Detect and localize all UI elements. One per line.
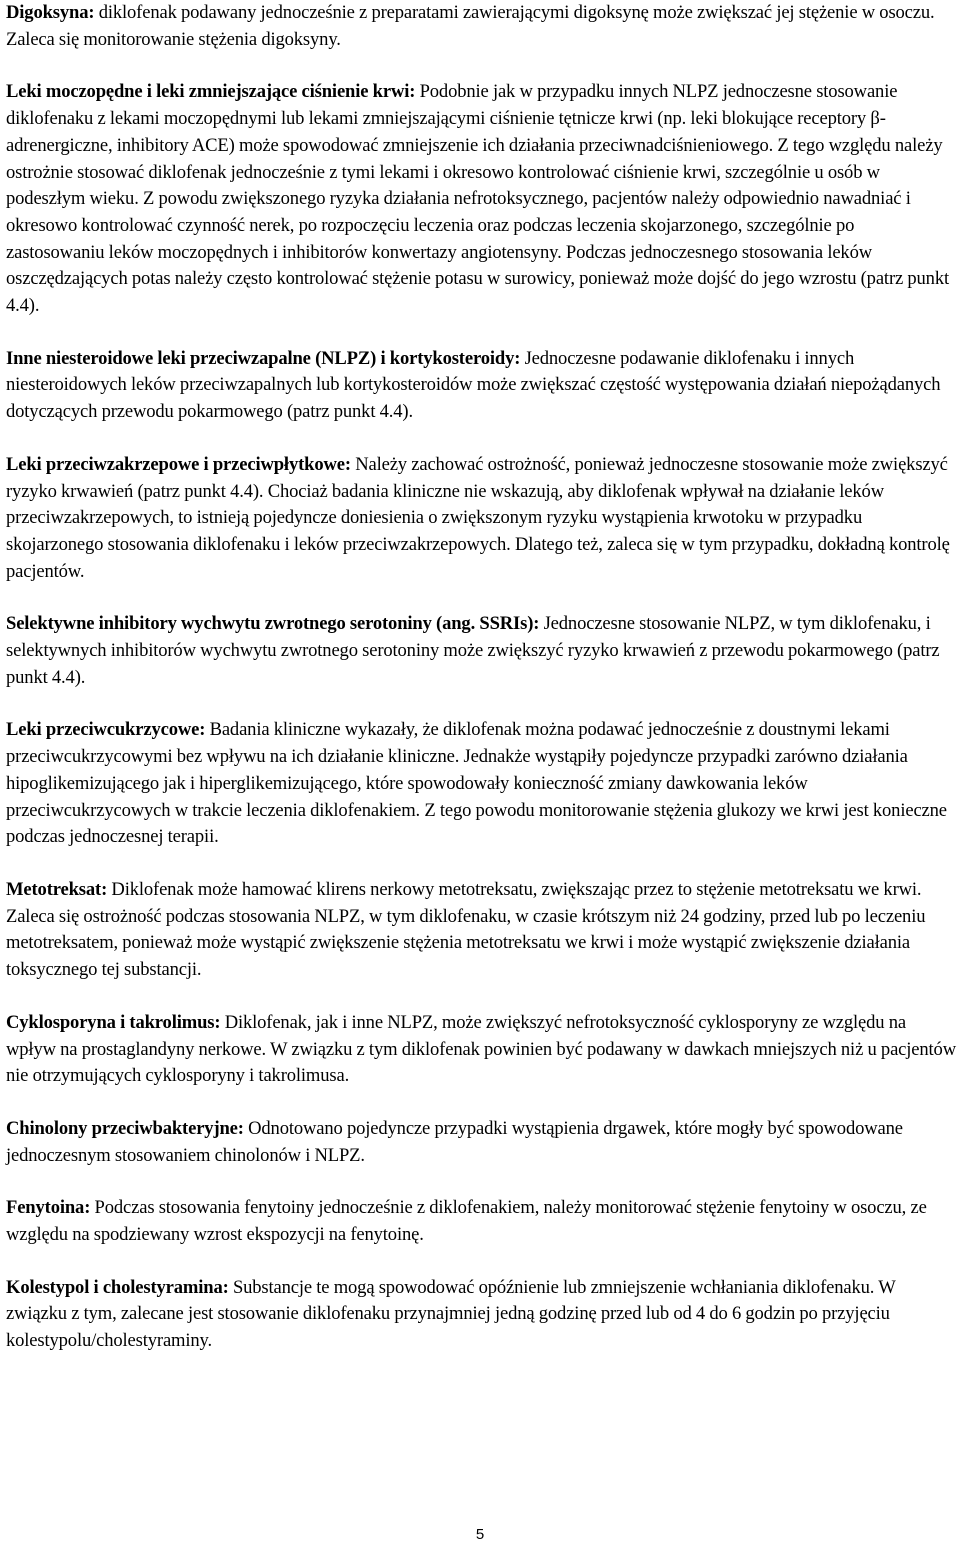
paragraph-cyklosporyna bbox=[6, 1010, 956, 1090]
paragraph-text: Diklofenak, jak i inne NLPZ, może zwiększyć nefrotoksyczność cyklosporyny ze względu na wpływ na prostaglandyny nerkowe. W związku z tym diklofenak powinien być podawany w dawkach mniejszych niż u pacjentów nie otrzymujących cyklosporyny i takrolimusa. bbox=[6, 1011, 956, 1087]
paragraph-heading: Leki moczopędne i leki zmniejszające ciśnienie krwi: bbox=[6, 81, 416, 103]
paragraph-metotreksat bbox=[6, 877, 956, 984]
paragraph-text: diklofenak podawany jednocześnie z preparatami zawierającymi digoksynę może zwiększać jej stężenie w osoczu. Zaleca się monitorowanie stężenia digoksyny. bbox=[6, 2, 935, 50]
paragraph-chinolony bbox=[6, 1116, 956, 1169]
paragraph-text: Jednoczesne podawanie diklofenaku i innych niesteroidowych leków przeciwzapalnych lub kortykosteroidów może zwiększać częstość występowania działań niepożądanych dotyczących przewodu pokarmowego (patrz punkt 4.4). bbox=[6, 347, 941, 423]
paragraph-heading: Kolestypol i cholestyramina: bbox=[6, 1276, 229, 1298]
page-number: 5 bbox=[475, 1526, 485, 1543]
paragraph-text: Substancje te mogą spowodować opóźnienie lub zmniejszenie wchłaniania diklofenaku. W związku z tym, zalecane jest stosowanie diklofenaku przynajmniej jedną godzinę przed lub od 4 do 6 godzin po przyjęciu kolestypolu/cholestyraminy. bbox=[6, 1276, 896, 1352]
paragraph-heading: Fenytoina: bbox=[6, 1197, 91, 1219]
paragraph-text: Badania kliniczne wykazały, że diklofenak można podawać jednocześnie z doustnymi lekami przeciwcukrzycowymi bez wpływu na ich działanie kliniczne. Jednakże wystąpiły pojedyncze przypadki zarówno działania hipoglikemizującego jak i hiperglikemizującego, które spowodowały konieczność zmiany dawkowania leków przeciwcukrzycowych w trakcie leczenia diklofenakiem. Z tego powodu monitorowanie stężenia glukozy we krwi jest konieczne podczas jednoczesnej terapii. bbox=[6, 719, 947, 848]
paragraph-heading: Cyklosporyna i takrolimus: bbox=[6, 1011, 221, 1033]
paragraph-heading: Leki przeciwcukrzycowe: bbox=[6, 719, 206, 741]
paragraph-heading: Metotreksat: bbox=[6, 878, 108, 900]
document-page bbox=[6, 0, 956, 1381]
paragraph-text: Należy zachować ostrożność, ponieważ jednoczesne stosowanie może zwiększyć ryzyko krwawień (patrz punkt 4.4). Chociaż badania kliniczne nie wskazują, aby diklofenak wpływał na działanie leków przeciwzakrzepowych, to istnieją pojedyncze doniesienia o zwiększonym ryzyku wystąpienia krwotoku w przypadku skojarzonego stosowania diklofenaku i leków przeciwzakrzepowych. Dlatego też, zaleca się w tym przypadku, dokładną kontrolę pacjentów. bbox=[6, 453, 950, 582]
paragraph-heading: Digoksyna: bbox=[6, 2, 95, 23]
paragraph-leki-moczopedne bbox=[6, 79, 956, 319]
paragraph-nlpz-kortykosteroidy bbox=[6, 346, 956, 426]
paragraph-text: Podobnie jak w przypadku innych NLPZ jednoczesne stosowanie diklofenaku z lekami moczopędnymi lub lekami zmniejszającymi ciśnienie tętnicze krwi (np. leki blokujące receptory β-adrenergiczne, inhibitory ACE) może spowodować zmniejszenie ich działania przeciwnadciśnieniowego. Z tego względu należy ostrożnie stosować diklofenak jednocześnie z tymi lekami i okresowo kontrolować ciśnienie krwi, szczególnie u osób w podeszłym wieku. Z powodu zwiększonego ryzyka działania nefrotoksycznego, pacjentów należy odpowiednio nawadniać i okresowo kontrolować czynność nerek, po rozpoczęciu leczenia oraz podczas leczenia skojarzonego, szczególnie po zastosowaniu leków moczopędnych i inhibitorów konwertazy angiotensyny. Podczas jednoczesnego stosowania leków oszczędzających potas należy często kontrolować stężenie potasu w surowicy, ponieważ może dojść do jego wzrostu (patrz punkt 4.4). bbox=[6, 81, 949, 317]
paragraph-kolestypol bbox=[6, 1275, 956, 1355]
paragraph-heading: Inne niesteroidowe leki przeciwzapalne (NLPZ) i kortykosteroidy: bbox=[6, 347, 521, 369]
paragraph-text: Podczas stosowania fenytoiny jednocześnie z diklofenakiem, należy monitorować stężenie fenytoiny w osoczu, ze względu na spodziewany wzrost ekspozycji na fenytoinę. bbox=[6, 1197, 927, 1246]
paragraph-fenytoina bbox=[6, 1195, 956, 1248]
paragraph-heading: Selektywne inhibitory wychwytu zwrotnego serotoniny (ang. SSRIs): bbox=[6, 613, 540, 635]
paragraph-text: Jednoczesne stosowanie NLPZ, w tym diklofenaku, i selektywnych inhibitorów wychwytu zwrotnego serotoniny może zwiększyć ryzyko krwawień z przewodu pokarmowego (patrz punkt 4.4). bbox=[6, 613, 940, 688]
paragraph-digoksyna bbox=[6, 0, 956, 53]
paragraph-text: Diklofenak może hamować klirens nerkowy metotreksatu, zwiększając przez to stężenie metotreksatu we krwi. Zaleca się ostrożność podczas stosowania NLPZ, w tym diklofenaku, w czasie krótszym niż 24 godziny, przed lub po leczeniu metotreksatem, ponieważ może wystąpić zwiększenie stężenia metotreksatu we krwi i może wystąpić zwiększenie działania toksycznego tej substancji. bbox=[6, 878, 926, 981]
paragraph-leki-przeciwzakrzepowe bbox=[6, 452, 956, 586]
paragraph-leki-przeciwcukrzycowe bbox=[6, 717, 956, 851]
paragraph-text: Odnotowano pojedyncze przypadki wystąpienia drgawek, które mogły być spowodowane jednoczesnym stosowaniem chinolonów i NLPZ. bbox=[6, 1117, 903, 1166]
paragraph-ssri bbox=[6, 611, 956, 691]
paragraph-heading: Leki przeciwzakrzepowe i przeciwpłytkowe: bbox=[6, 453, 351, 475]
paragraph-heading: Chinolony przeciwbakteryjne: bbox=[6, 1117, 244, 1139]
